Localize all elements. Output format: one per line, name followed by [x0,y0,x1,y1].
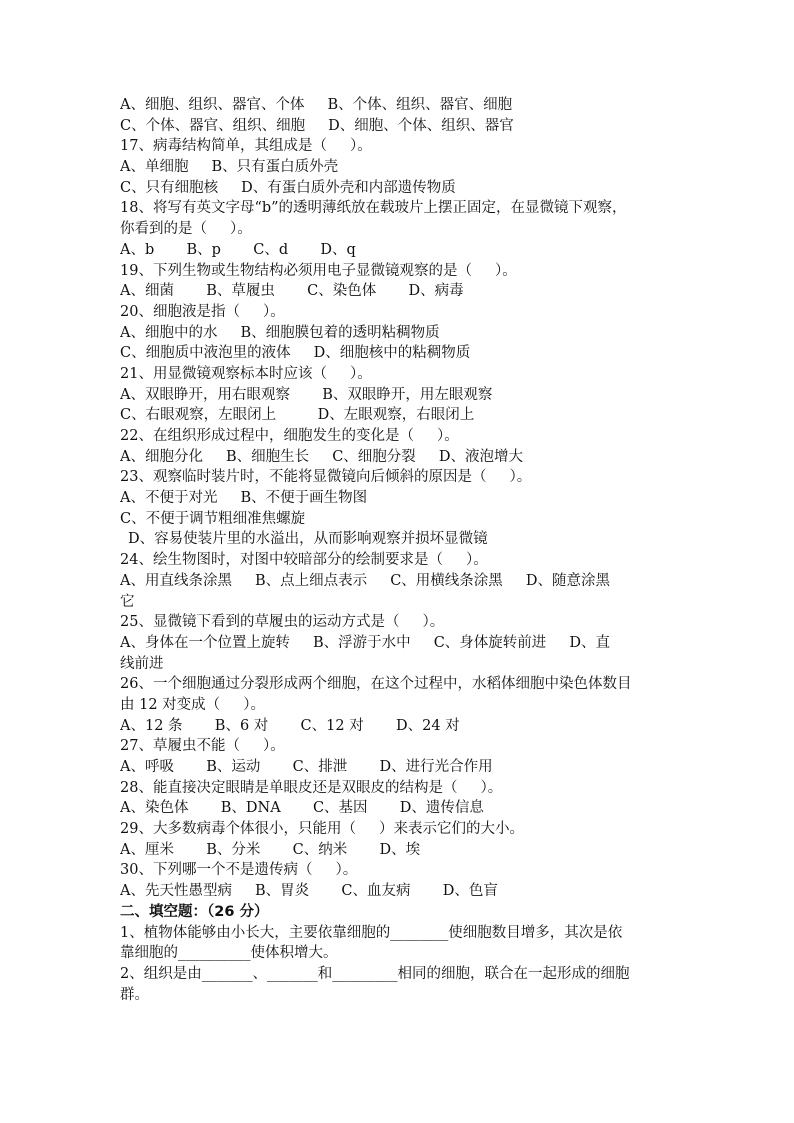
text-line: C、右眼观察，左眼闭上 D、左眼观察，右眼闭上 [120,407,475,424]
text-line: A、不便于对光 B、不便于画生物图 [120,490,368,507]
question-17: 17、病毒结构简单，其组成是（ ）。 [120,138,372,155]
question-23: 23、观察临时装片时，不能将显微镜向后倾斜的原因是（ ）。 [120,469,532,486]
text-line: D、容易使装片里的水溢出，从而影响观察并损坏显微镜 [128,531,488,548]
text-line: A、细胞分化 B、细胞生长 C、细胞分裂 D、液泡增大 [120,448,523,465]
text-line: 线前进 [120,655,164,672]
text-line: A、呼吸 B、运动 C、排泄 D、进行光合作用 [120,759,493,775]
text-line: 你看到的是（ ）。 [120,221,252,238]
question-30: 30、下列哪一个不是遗传病（ ）。 [120,862,358,879]
text-line: A、细胞、组织、器官、个体 B、个体、组织、器官、细胞 [120,97,513,113]
text-line: A、染色体 B、DNA C、基因 D、遗传信息 [120,800,484,817]
fill-question-1: 1、植物体能够由小长大，主要依靠细胞的________使细胞数目增多，其次是依 [120,924,623,941]
question-29: 29、大多数病毒个体很小，只能用（ ）来表示它们的大小。 [120,821,524,838]
fill-question-2: 2、组织是由_______、_______和_________相同的细胞，联合在一起形成的细胞 [120,965,630,982]
text-line: C、细胞质中液泡里的液体 D、细胞核中的粘稠物质 [120,345,471,362]
text-line: C、个体、器官、组织、细胞 D、细胞、个体、组织、器官 [120,117,514,134]
text-line: C、只有细胞核 D、有蛋白质外壳和内部遗传物质 [120,179,456,196]
text-line: A、厘米 B、分米 C、纳米 D、埃 [120,841,421,858]
question-25: 25、显微镜下看到的草履虫的运动方式是（ ）。 [120,614,445,631]
text-line: 群。 [120,986,149,1003]
text-line: A、细胞中的水 B、细胞膜包着的透明粘稠物质 [120,324,440,341]
text-line: A、身体在一个位置上旋转 B、浮游于水中 C、身体旋转前进 D、直 [120,634,610,651]
text-line: C、不便于调节粗细准焦螺旋 [120,510,306,527]
text-line: A、12 条 B、6 对 C、12 对 D、24 对 [120,717,460,734]
text-line: A、b B、p C、d D、q [120,241,356,258]
text-line: A、用直线条涂黑 B、点上细点表示 C、用横线条涂黑 D、随意涂黑 [120,572,610,589]
question-19: 19、下列生物或生物结构必须用电子显微镜观察的是（ ）。 [120,262,517,279]
section-heading: 二、填空题：（26 分） [120,903,269,920]
question-22: 22、在组织形成过程中，细胞发生的变化是（ ）。 [120,428,459,444]
text-line: 由 12 对变成（ ）。 [120,696,265,713]
text-line: 靠细胞的__________使体积增大。 [120,945,338,962]
exam-content [120,95,686,1005]
question-20: 20、细胞液是指（ ）。 [120,303,285,320]
question-18: 18、将写有英文字母“b”的透明薄纸放在载玻片上摆正固定，在显微镜下观察， [120,200,627,217]
question-24: 24、绘生物图时，对图中较暗部分的绘制要求是（ ）。 [120,552,488,569]
text-line: A、单细胞 B、只有蛋白质外壳 [120,159,339,176]
question-28: 28、能直接决定眼睛是单眼皮还是双眼皮的结构是（ ）。 [120,779,503,796]
text-line: A、先天性愚型病 B、胃炎 C、血友病 D、色盲 [120,883,498,900]
question-26: 26、一个细胞通过分裂形成两个细胞，在这个过程中，水稻体细胞中染色体数目 [120,676,632,693]
text-line: 它 [120,593,135,610]
question-27: 27、草履虫不能（ ）。 [120,738,285,755]
text-line: A、双眼睁开，用右眼观察 B、双眼睁开，用左眼观察 [120,386,493,403]
text-line: A、细菌 B、草履虫 C、染色体 D、病毒 [120,283,464,300]
question-21: 21、用显微镜观察标本时应该（ ）。 [120,365,372,382]
